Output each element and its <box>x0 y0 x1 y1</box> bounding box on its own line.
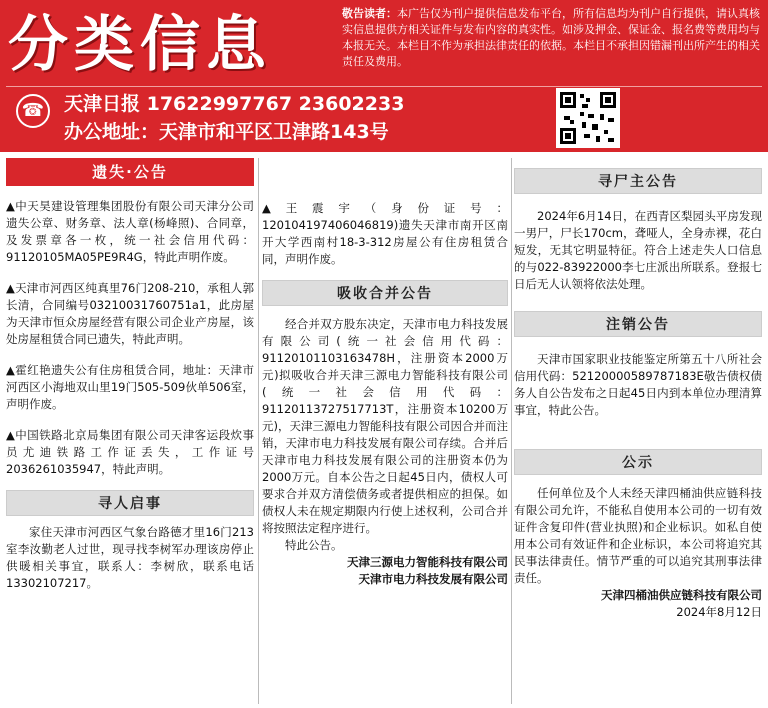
section-title-missing-person: 寻人启事 <box>6 490 254 516</box>
header-divider <box>6 86 762 87</box>
section-title-body-owner: 寻尸主公告 <box>514 168 762 194</box>
column-separator <box>511 158 512 704</box>
lost-notice-item: ▲中国铁路北京局集团有限公司天津客运段炊事员尤迪铁路工作证丢失，工作证号2036261035947，特此声明。 <box>6 428 254 476</box>
lost-notice-item: ▲霍红艳遗失公有住房租赁合同，地址：天津市河西区小海地双山里19门505-509伙单506室，声明作废。 <box>6 363 254 411</box>
section-logo: 分类信息 <box>8 10 272 80</box>
lost-notice-item: ▲天津市河西区纯真里76门208-210，承租人郭长清，合同编号03210031760751a1，此房屋为天津市恒众房屋经营有限公司企业产房屋，该处房屋租赁合同已遗失，特此声明。 <box>6 281 254 346</box>
deregistration-text: 天津市国家职业技能鉴定所第五十八所社会信用代码：52120000589787183E敬告债权债务人自公告发布之日起45日内到本单位办理清算事宜，特此公告。 <box>514 352 762 417</box>
merger-signer: 天津市电力科技发展有限公司 <box>358 572 508 586</box>
merger-closing: 特此公告。 <box>285 538 343 552</box>
contact-info <box>64 90 404 146</box>
notice-body: 本广告仅为刊户提供信息发布平台，所有信息均为刊户自行提供，请认真核实信息提供方相关证件与发布内容的真实性。如涉及押金、保证金、报名费等费用均与本报无关。本栏目不作为承担法律责任的依据。本栏目不承担因错漏刊出所产生的相关责任及费用。 <box>342 7 760 68</box>
reader-notice <box>342 6 764 70</box>
body-owner-text: 2024年6月14日，在西青区梨园头平房发现一男尸，尸长170cm，聋哑人，全身赤裸，花白短发，无其它明显特征。符合上述走失人口信息的与022-83922000李七庄派出所联系。登报七日后无人认领将依法处理。 <box>514 209 762 291</box>
missing-person-text: 家住天津市河西区气象台路德才里16门213室李汝勤老人过世，现寻找李树军办理该房停止供暖相关事宜，联系人：李树欣，联系电话13302107217。 <box>6 525 254 590</box>
section-title-public-notice: 公示 <box>514 449 762 475</box>
public-notice-text: 任何单位及个人未经天津四桶油供应链科技有限公司允许，不能私自使用本公司的一切有效证件含复印件(营业执照)和企业标识。如私自使用本公司有效证件和企业标识，本公司将追究其民事法律责任。情节严重的可以追究其刑事法律责任。 <box>514 486 762 585</box>
qr-code-icon <box>556 88 620 148</box>
notice-heading: 敬告读者： <box>342 7 397 20</box>
lost-notice-item: ▲王震宇（身份证号：120104197406046819)遗失天津市南开区南开大学西南村18-3-312房屋公有住房租赁合同，声明作废。 <box>262 201 508 266</box>
contact-address: 办公地址：天津市和平区卫津路143号 <box>64 121 389 143</box>
public-notice-date: 2024年8月12日 <box>676 605 762 619</box>
column-left <box>6 158 254 592</box>
merger-text: 经合并双方股东决定，天津市电力科技发展有限公司(统一社会信用代码：91120101103163478H，注册资本2000万元)拟吸收合并天津三源电力智能科技有限公司(统一社会信用代码：91120113727517713T，注册资本10200万元)，天津三源电力智能科技有限公司因合并而注销，天津市电力科技发展有限公司存续。合并后天津市电力科技发展有限公司的注册资本仍为2000万元。自本公告之日起45日内，债权人可要求合并双方清偿债务或者提供相应的担保。如债权人未在规定期限内行使上述权利，公司合并将按照法定程序进行。 <box>262 317 508 535</box>
merger-signer: 天津三源电力智能科技有限公司 <box>347 555 508 569</box>
masthead <box>0 0 768 152</box>
contact-phone: 天津日报 17622997767 23602233 <box>64 93 405 115</box>
column-right <box>514 158 762 621</box>
public-notice-signer: 天津四桶油供应链科技有限公司 <box>601 588 762 602</box>
lost-notice-item: ▲中天昊建设管理集团股份有限公司天津分公司遗失公章、财务章、法人章(杨峰照)、合同章，及发票章各一枚，统一社会信用代码：91120105MA05PE9R4G，特此声明作废。 <box>6 199 254 264</box>
section-title-merger: 吸收合并公告 <box>262 280 508 306</box>
column-separator <box>258 158 259 704</box>
column-middle <box>262 158 508 588</box>
section-title-deregistration: 注销公告 <box>514 311 762 337</box>
phone-icon: ☎ <box>16 94 50 128</box>
section-title-lost-notice: 遗失·公告 <box>6 158 254 186</box>
